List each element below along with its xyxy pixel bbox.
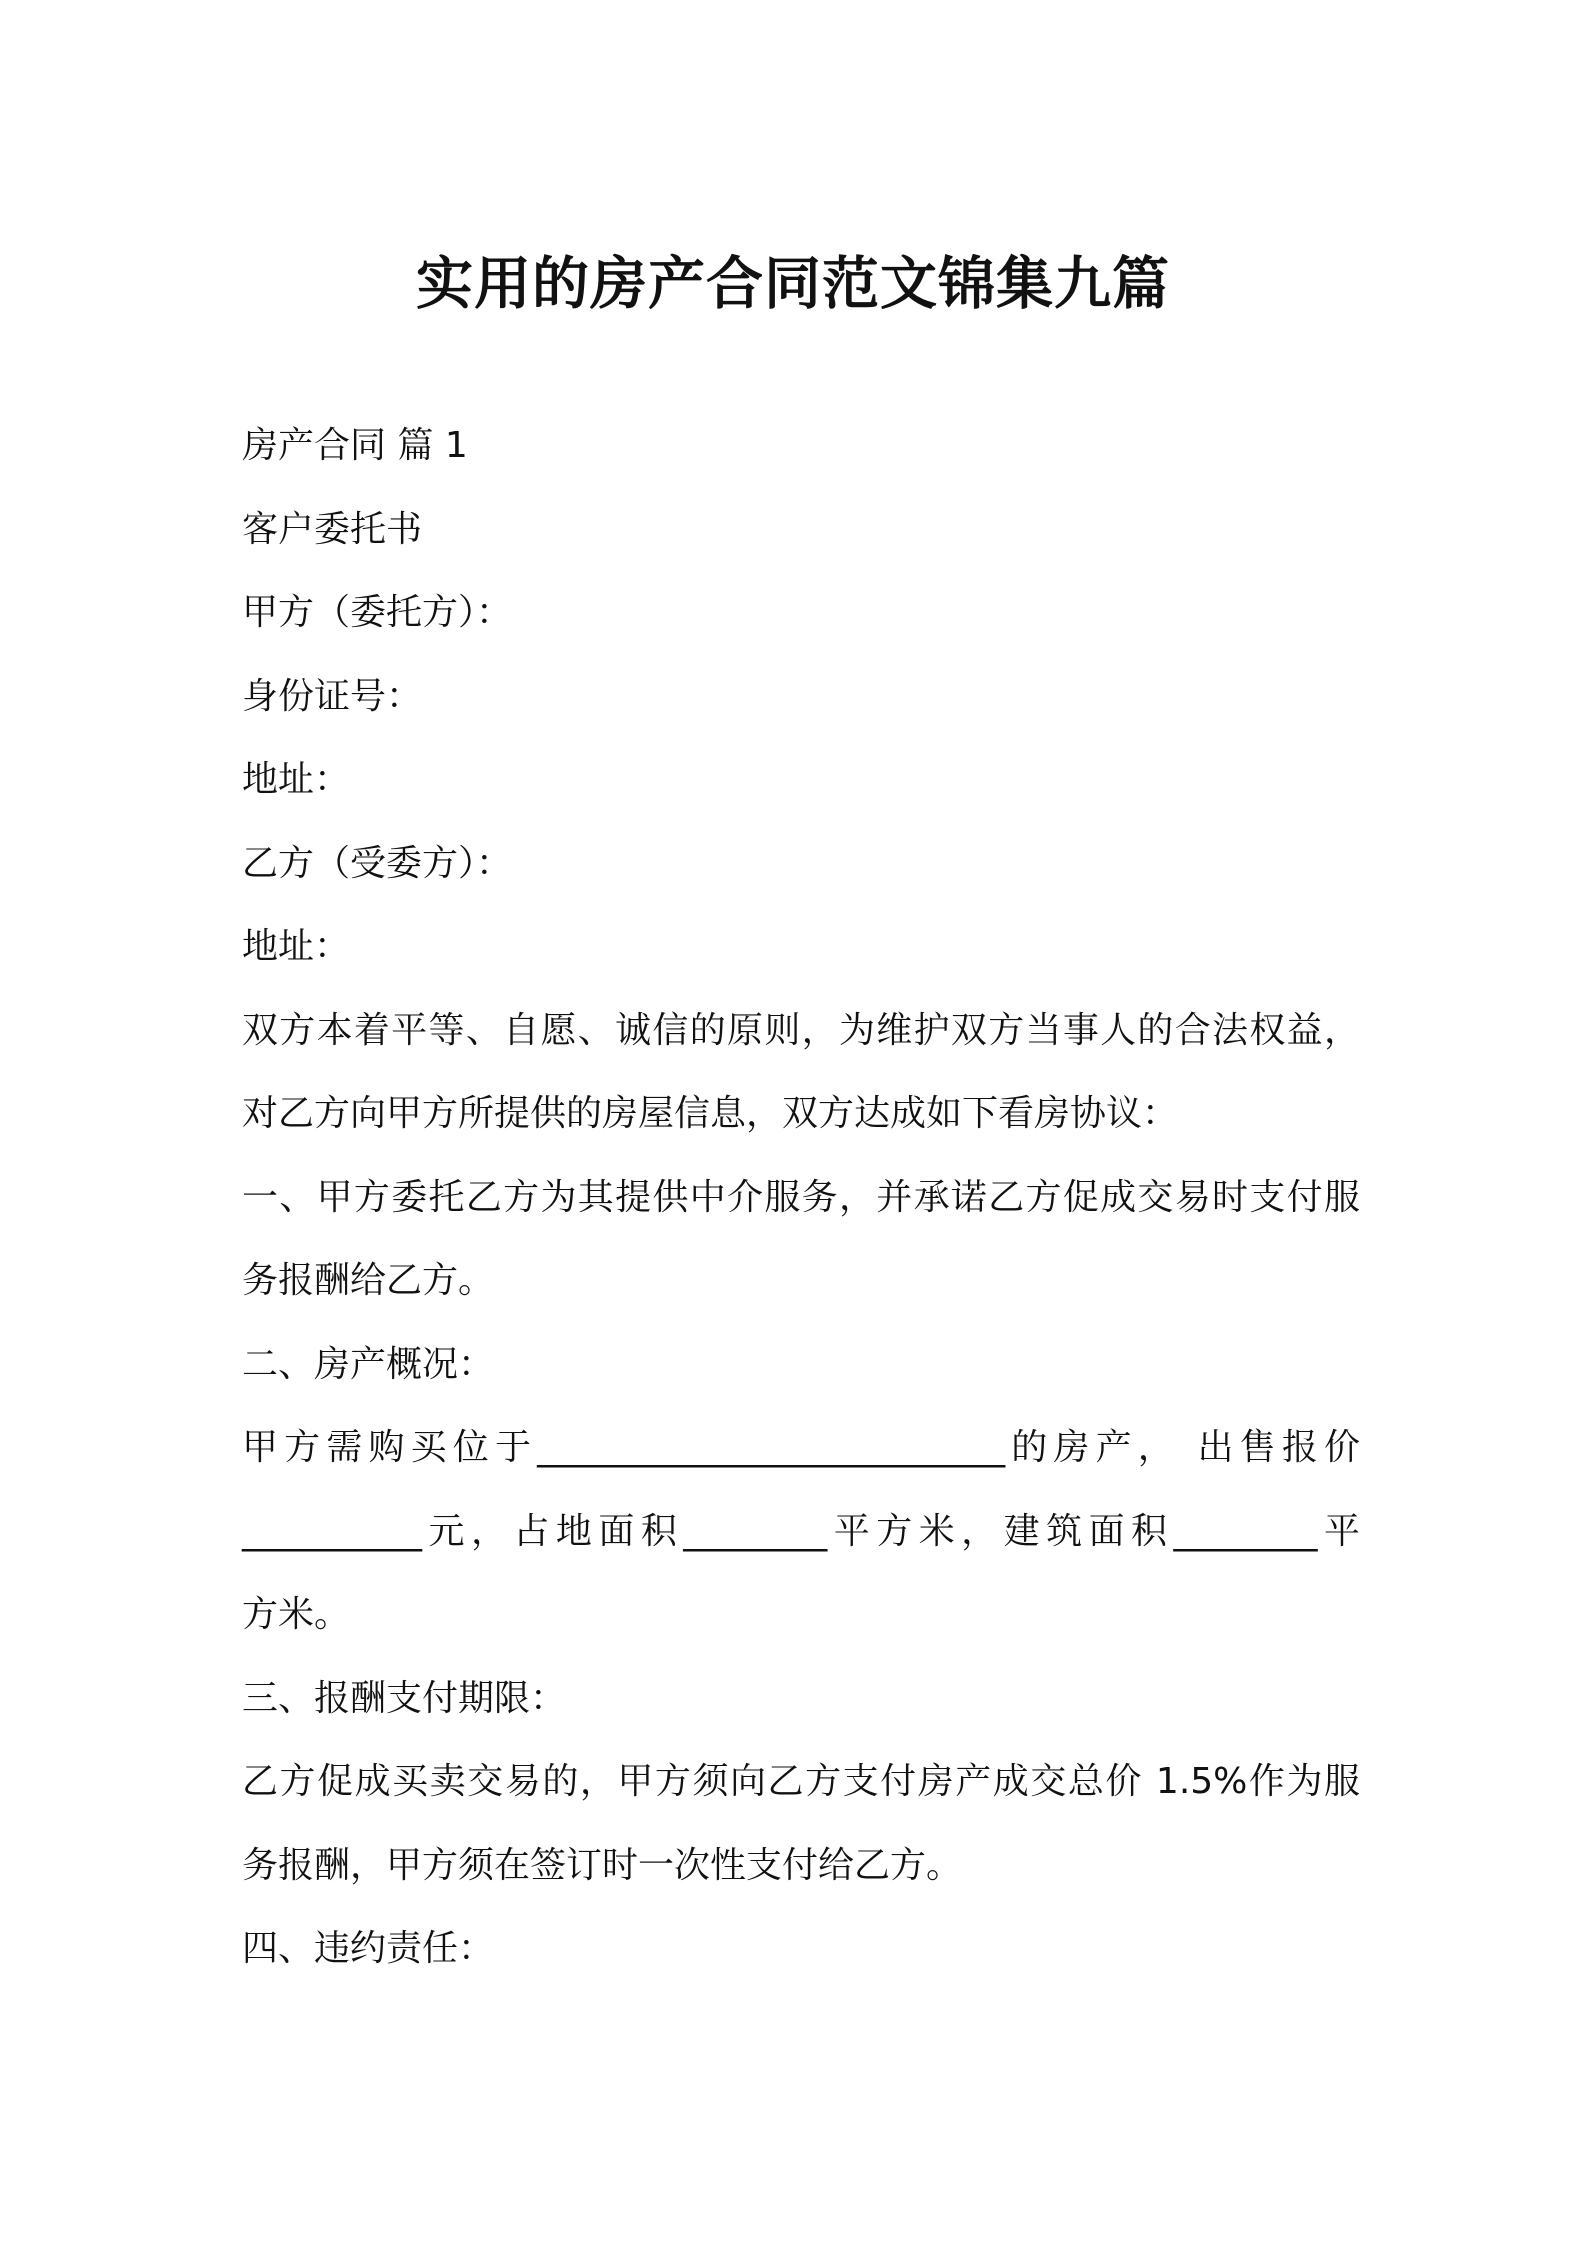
clause-heading: 三、报酬支付期限：: [242, 1677, 567, 1719]
party-a-label: 甲方（委托方）：: [242, 592, 513, 633]
clause-line: 方米。: [242, 1594, 351, 1635]
party-b-label: 乙方（受委方）：: [242, 842, 513, 884]
clause-heading: 二、房产概况：: [242, 1343, 495, 1385]
clause-heading: 四、违约责任：: [242, 1928, 495, 1969]
clause-line: 务报酬给乙方。: [242, 1260, 495, 1301]
document-body: [242, 404, 1360, 1991]
clause-line: 甲方需购买位于__________________________的房产， 出售报价: [242, 1427, 1360, 1468]
clause-line: 务报酬，甲方须在签订时一次性支付给乙方。: [242, 1844, 963, 1886]
section-heading: 房产合同 篇 1: [242, 425, 468, 466]
clause-line: __________元，占地面积________平方米，建筑面积________平: [242, 1510, 1360, 1552]
clause-line: 乙方促成买卖交易的，甲方须向乙方支付房产成交总价 1.5%作为服: [242, 1761, 1360, 1802]
document-title: 实用的房产合同范文锦集九篇: [416, 251, 1170, 318]
address-label: 地址：: [242, 759, 351, 800]
id-number-label: 身份证号：: [242, 675, 423, 717]
paragraph-line: 双方本着平等、自愿、诚信的原则，为维护双方当事人的合法权益，: [242, 1009, 1360, 1051]
clause-line: 一、甲方委托乙方为其提供中介服务，并承诺乙方促成交易时支付服: [242, 1176, 1360, 1218]
address-label: 地址：: [242, 926, 351, 967]
subtitle: 客户委托书: [242, 508, 423, 550]
paragraph-line: 对乙方向甲方所提供的房屋信息，双方达成如下看房协议：: [242, 1093, 1179, 1134]
